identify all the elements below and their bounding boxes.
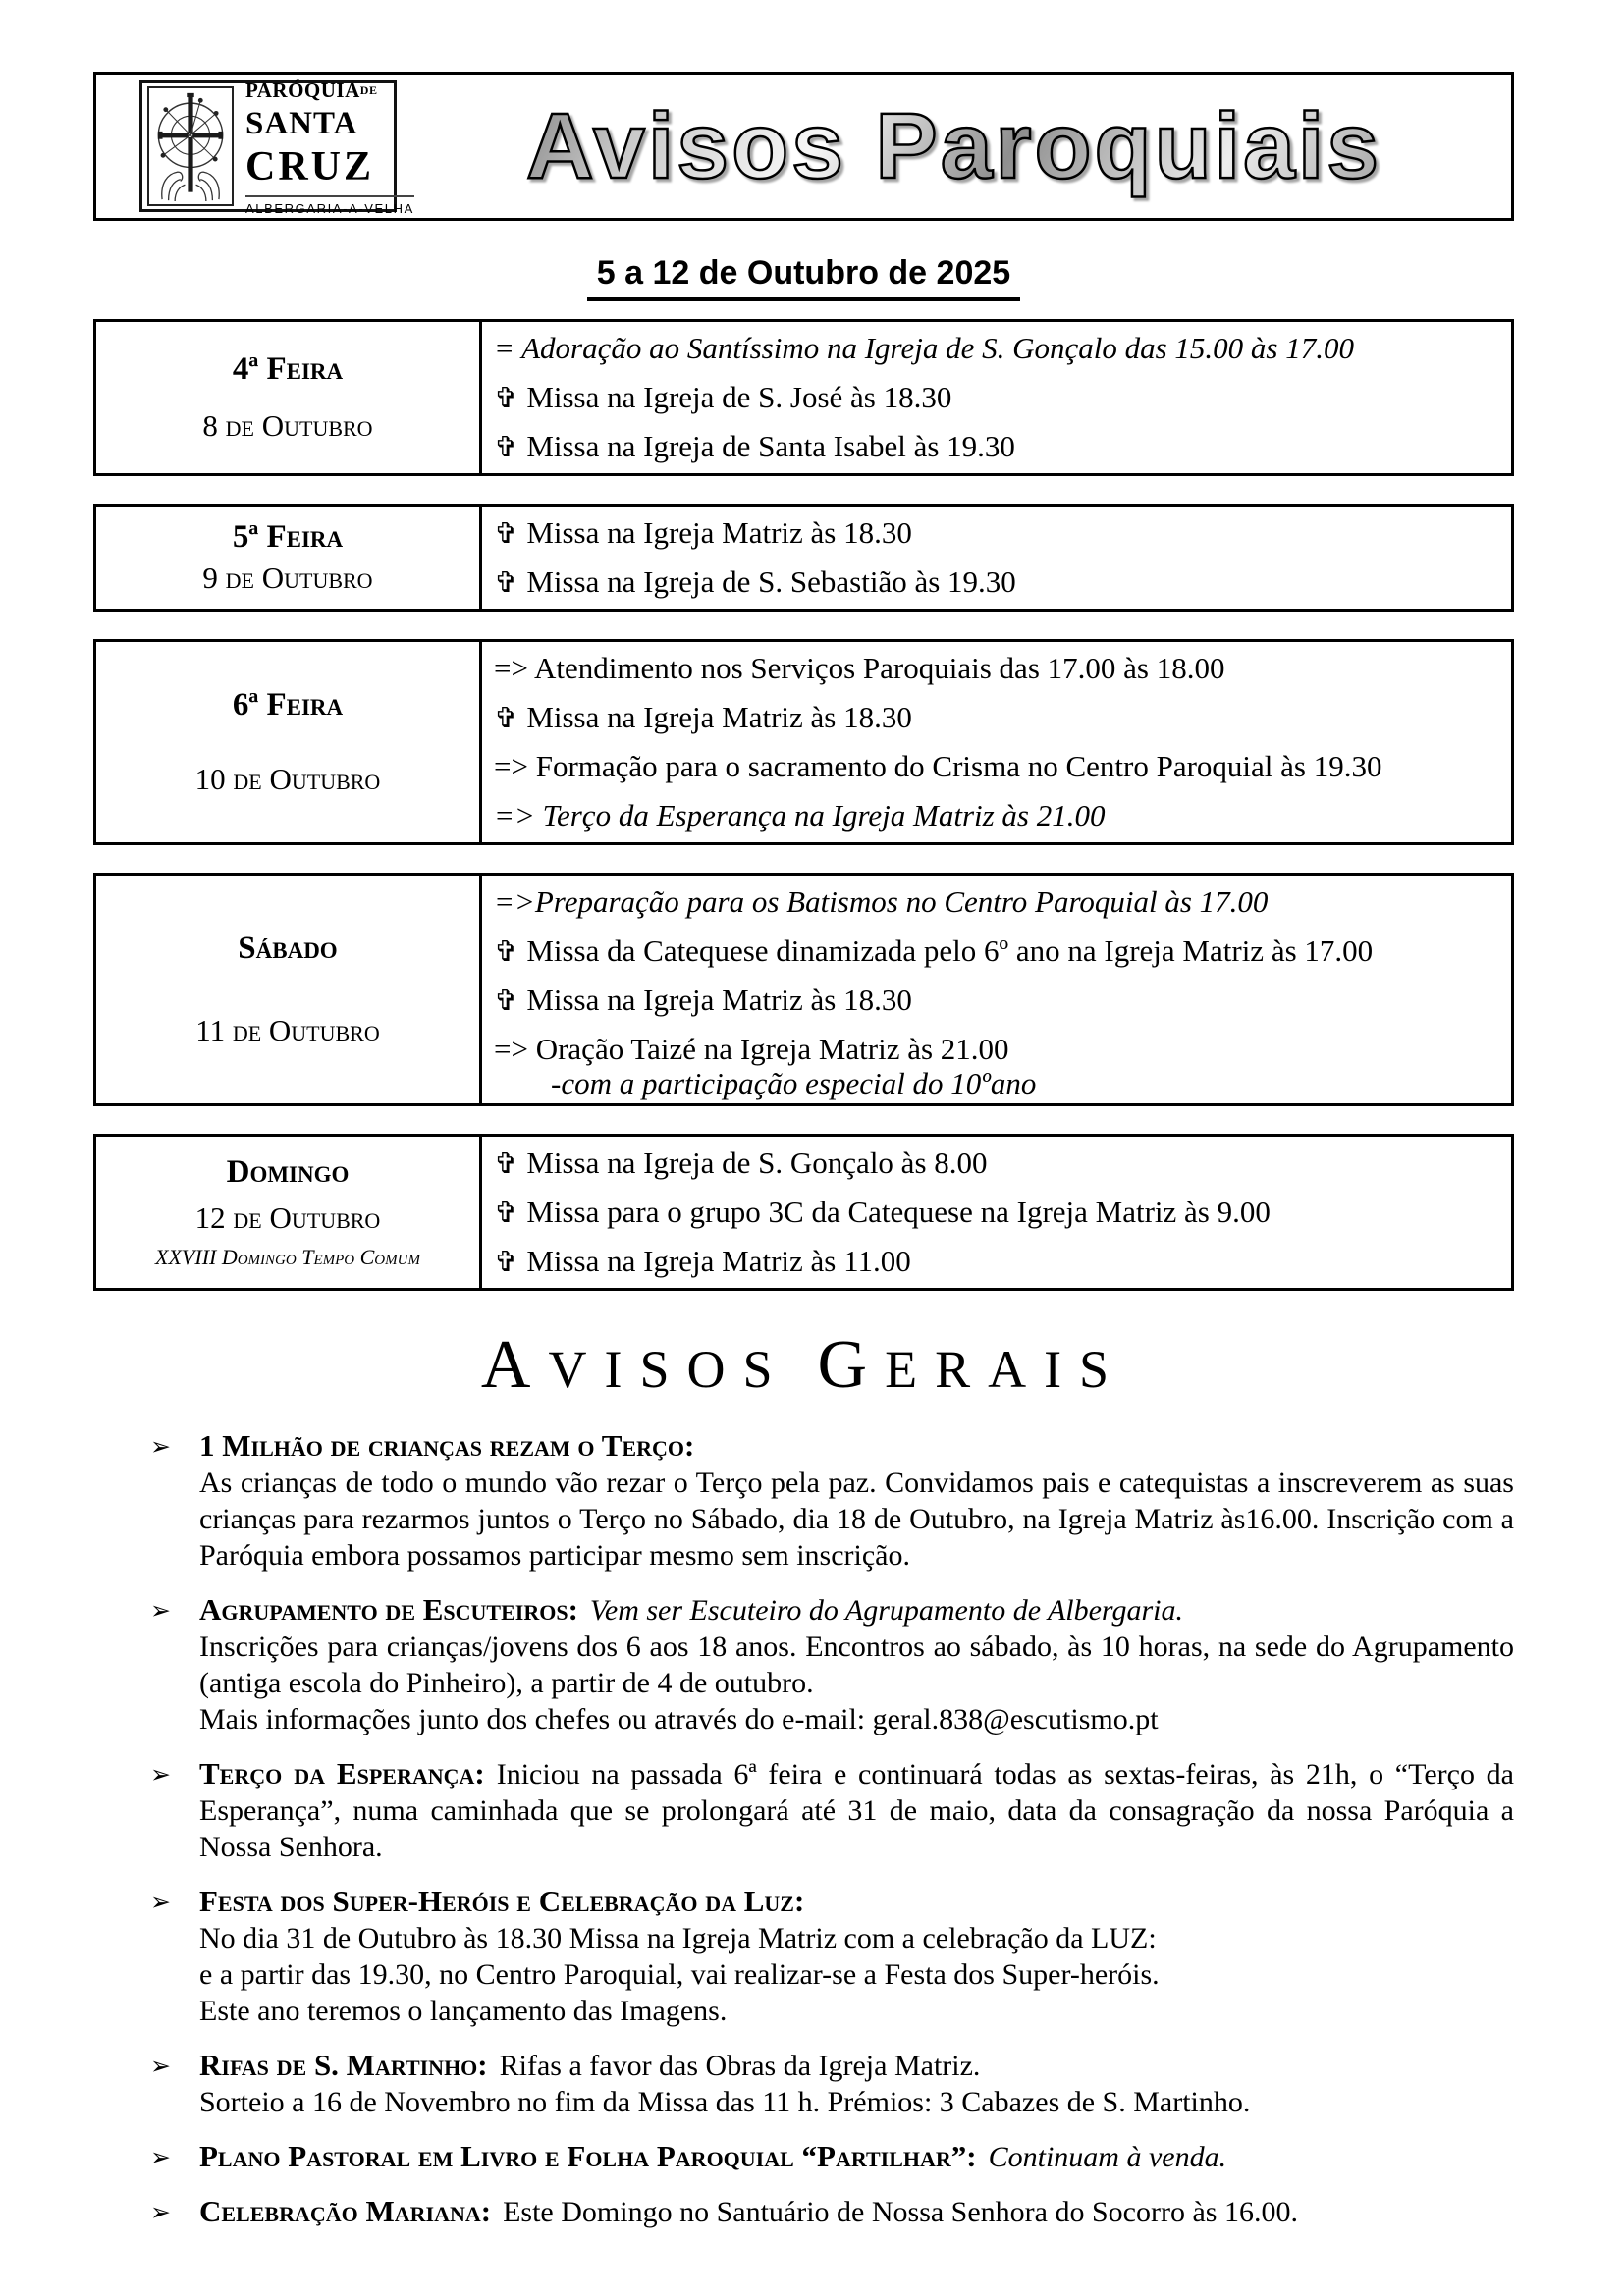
notice-content [199,1755,1514,1865]
bullet-arrow-icon: ➢ [150,1432,171,1461]
day-name: 6ª Feira [232,687,344,723]
cross-icon: ✞ [494,429,518,463]
event-line: =>Preparação para os Batismos no Centro Paroquial às 17.00 [494,884,1269,919]
event-line: ✞ Missa na Igreja Matriz às 18.30 [494,983,912,1017]
notice-celebracao-mariana [93,2193,1514,2230]
cross-icon: ✞ [494,700,518,734]
day-date: 8 de Outubro [202,408,373,444]
notice-content [199,2047,1514,2120]
notice-plano-pastoral [93,2138,1514,2175]
event-line: ✞ Missa na Igreja de S. Gonçalo às 8.00 [494,1146,988,1180]
schedule-block-wednesday [93,319,1514,476]
parish-place: ALBERGARIA-A-VELHA [245,195,414,216]
bullet-arrow-icon: ➢ [150,1760,171,1789]
notice-scouts [93,1591,1514,1737]
parish-logo-text [245,77,414,216]
bullet-arrow-icon: ➢ [150,2198,171,2226]
bullet-arrow-icon: ➢ [150,1888,171,1916]
cross-icon: ✞ [494,515,518,550]
day-cell [96,1137,482,1288]
event-subline: -com a participação especial do 10ºano [551,1066,1037,1100]
notice-content [199,2138,1514,2175]
notice-intro: Continuam à venda. [988,2141,1227,2173]
day-cell [96,642,482,842]
notice-content [199,1427,1514,1574]
parish-name-top: PARÓQUIADE [245,79,378,102]
day-date: 10 de Outubro [194,761,381,796]
notice-million-children [93,1427,1514,1574]
parish-crest-icon [147,86,234,206]
event-line: => Atendimento nos Serviços Paroquiais das 17.00 às 18.00 [494,651,1225,685]
day-events [482,876,1511,1103]
notice-heading: Plano Pastoral em Livro e Folha Paroquial “Partilhar”: [199,2139,977,2173]
notice-heading: Celebração Mariana: [199,2194,492,2228]
day-date: 12 de Outubro [194,1200,381,1235]
bullet-arrow-icon: ➢ [150,2143,171,2171]
notice-terco-esperanca [93,1755,1514,1865]
event-line: ✞ Missa na Igreja Matriz às 18.30 [494,515,912,550]
notice-intro: Vem ser Escuteiro do Agrupamento de Albergaria. [589,1594,1184,1627]
notice-rifas [93,2047,1514,2120]
day-cell [96,322,482,473]
parish-name-big: CRUZ [245,144,375,189]
header [93,72,1514,221]
notice-body: As crianças de todo o mundo vão rezar o Terço pela paz. Convidamos pais e catequistas a inscreverem as suas crianças para rezarmos juntos o Terço no Sábado, dia 18 de Outubro, na Igreja Matriz às16.00. Inscrição com a Paróquia embora possamos participar mesmo sem inscrição. [199,1467,1514,1572]
notice-heading: 1 Milhão de crianças rezam o Terço: [199,1428,695,1463]
cross-icon: ✞ [494,380,518,414]
cross-icon: ✞ [494,564,518,599]
day-name: Domingo [226,1153,350,1190]
notice-body-extra: Sorteio a 16 de Novembro no fim da Missa das 11 h. Prémios: 3 Cabazes de S. Martinho. [199,2086,1251,2118]
notice-line: No dia 31 de Outubro às 18.30 Missa na Igreja Matriz com a celebração da LUZ: [199,1922,1157,1954]
notice-body: Inscrições para crianças/jovens dos 6 aos 18 anos. Encontros ao sábado, às 10 horas, na sede do Agrupamento (antiga escola do Pinheiro), a partir de 4 de outubro. [199,1630,1514,1699]
general-notices-title [93,1320,1514,1410]
bullet-arrow-icon: ➢ [150,1596,171,1625]
day-events [482,322,1511,473]
notice-body: Este Domingo no Santuário de Nossa Senhora do Socorro às 16.00. [503,2196,1298,2228]
day-name: 5ª Feira [232,519,344,555]
day-name: Sábado [238,930,338,966]
parish-logo [139,79,414,216]
page-title: Avisos Paroquiais [397,93,1511,200]
day-events [482,507,1511,609]
notices-list [93,1427,1514,2230]
day-date: 11 de Outubro [195,1013,380,1048]
notice-line: Este ano teremos o lançamento das Imagens. [199,1995,728,2027]
event-line: ✞ Missa para o grupo 3C da Catequese na Igreja Matriz às 9.00 [494,1195,1271,1229]
notice-heading: Agrupamento de Escuteiros: [199,1592,578,1627]
event-line: => Formação para o sacramento do Crisma no Centro Paroquial às 19.30 [494,749,1382,783]
general-notices-title-word: GERAIS [817,1327,1127,1403]
day-name: 4ª Feira [232,350,344,387]
day-events [482,1137,1511,1288]
event-line: => Terço da Esperança na Igreja Matriz às 21.00 [494,798,1106,832]
liturgical-note: XXVIII Domingo Tempo Comum [155,1245,420,1270]
event-line: => Oração Taizé na Igreja Matriz às 21.00 [494,1032,1009,1066]
notice-body-extra: Mais informações junto dos chefes ou através do e-mail: geral.838@escutismo.pt [199,1703,1159,1735]
notice-super-herois [93,1883,1514,2029]
cross-icon: ✞ [494,1195,518,1229]
notice-body: Iniciou na passada 6ª feira e continuará todas as sextas-feiras, às 21h, o “Terço da Esperança”, numa caminhada que se prolongará até 31 de maio, data da consagração da nossa Paróquia a Nossa Senhora. [199,1758,1514,1863]
bullet-arrow-icon: ➢ [150,2052,171,2080]
parish-name-suffix: DE [359,83,378,97]
event-line: ✞ Missa na Igreja Matriz às 18.30 [494,700,912,734]
cross-icon: ✞ [494,983,518,1017]
event-line: ✞ Missa na Igreja de S. Sebastião às 19.30 [494,564,1016,599]
notice-content [199,1591,1514,1737]
schedule-block-sunday [93,1134,1514,1291]
schedule-block-saturday [93,873,1514,1106]
cross-icon: ✞ [494,1244,518,1278]
schedule-block-friday [93,639,1514,845]
event-line: = Adoração ao Santíssimo na Igreja de S. Gonçalo das 15.00 às 17.00 [494,331,1354,365]
event-line: ✞ Missa na Igreja Matriz às 11.00 [494,1244,911,1278]
event-line: ✞ Missa da Catequese dinamizada pelo 6º ano na Igreja Matriz às 17.00 [494,934,1374,968]
schedule-block-thursday [93,504,1514,612]
parish-name-mid: SANTA [245,106,358,141]
notice-line: e a partir das 19.30, no Centro Paroquial, vai realizar-se a Festa dos Super-heróis. [199,1958,1160,1991]
notice-body: Rifas a favor das Obras da Igreja Matriz. [499,2050,981,2082]
event-line: ✞ Missa na Igreja de S. José às 18.30 [494,380,952,414]
day-date: 9 de Outubro [202,561,373,595]
notice-heading: Rifas de S. Martinho: [199,2048,488,2082]
notice-heading: Festa dos Super-Heróis e Celebração da Luz: [199,1884,805,1918]
notice-heading: Terço da Esperança: [199,1756,485,1790]
notice-content [199,1883,1514,2029]
week-date-range: 5 a 12 de Outubro de 2025 [587,254,1020,301]
day-cell [96,507,482,609]
day-events [482,642,1511,842]
notice-content [199,2193,1514,2230]
event-line: ✞ Missa na Igreja de Santa Isabel às 19.30 [494,429,1015,463]
day-cell [96,876,482,1103]
cross-icon: ✞ [494,1146,518,1180]
cross-icon: ✞ [494,934,518,968]
general-notices-title-word: AVISOS [480,1327,790,1403]
